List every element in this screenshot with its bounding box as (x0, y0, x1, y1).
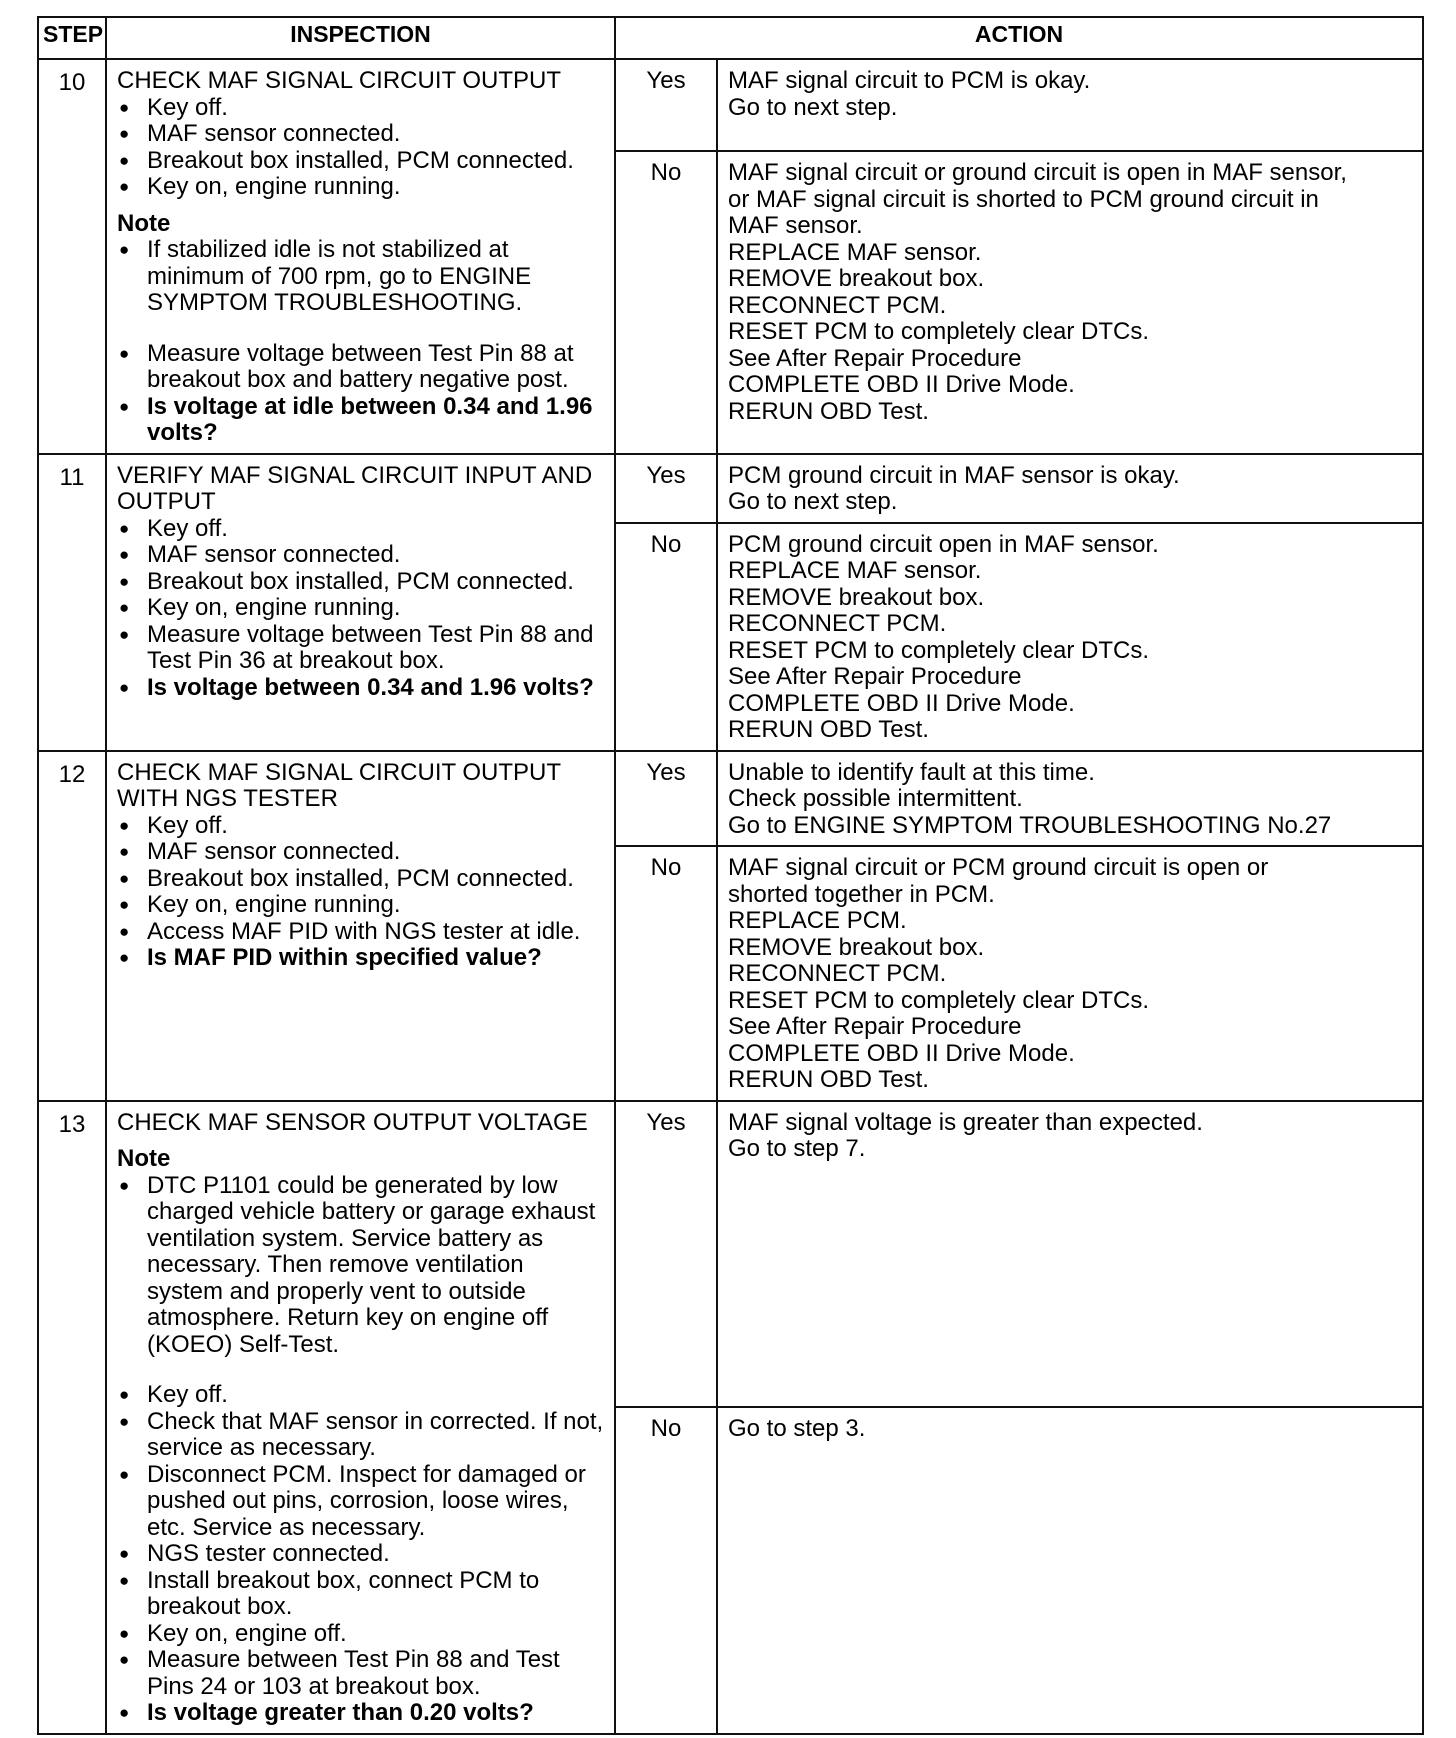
inspection-title: OUTPUT (117, 488, 216, 515)
inspection-bullet-item: ● Key on, engine running. (117, 595, 606, 622)
action-line: RESET PCM to completely clear DTCs. (728, 636, 1149, 664)
action-line: REPLACE MAF sensor. (728, 238, 982, 266)
diagnostic-table (37, 16, 1424, 1735)
header-inspection: INSPECTION (106, 17, 615, 59)
action-line: COMPLETE OBD II Drive Mode. (728, 689, 1075, 717)
inspection-bullet-item: ● Measure between Test Pin 88 and Test Pins 24 or 103 at breakout box. (117, 1647, 606, 1700)
inspection-cell (106, 1101, 615, 1734)
action-line: MAF signal circuit or PCM ground circuit is open or (728, 854, 1269, 881)
yes-action (717, 1101, 1423, 1408)
action-line: RERUN OBD Test. (728, 716, 929, 743)
diagnostic-sheet (37, 16, 1422, 1735)
inspection-question: ● Is voltage at idle between 0.34 and 1.96 volts? (117, 394, 606, 447)
action-line: REMOVE breakout box. (728, 265, 985, 293)
action-line: RECONNECT PCM. (728, 960, 947, 987)
no-label: No (615, 1407, 717, 1733)
no-label: No (615, 523, 717, 751)
yes-action (717, 454, 1423, 523)
inspection-cell (106, 751, 615, 1101)
step-number: 12 (38, 751, 106, 1101)
inspection-bullet-item: ● Measure voltage between Test Pin 88 at breakout box and battery negative post. (117, 341, 606, 394)
inspection-bullet-item: ● Install breakout box, connect PCM to breakout box. (117, 1568, 606, 1621)
yes-label: Yes (615, 59, 717, 151)
inspection-bullet-list (117, 341, 606, 447)
inspection-question: ● Is voltage between 0.34 and 1.96 volts? (117, 675, 606, 702)
action-line: Check possible intermittent. (728, 785, 1023, 812)
inspection-bullet-item: ● Breakout box installed, PCM connected. (117, 569, 606, 596)
step-number: 10 (38, 59, 106, 454)
inspection-bullet-item: ● MAF sensor connected. (117, 839, 606, 866)
action-line: RECONNECT PCM. (728, 610, 947, 637)
inspection-bullet-item: ● MAF sensor connected. (117, 542, 606, 569)
inspection-question: ● Is MAF PID within specified value? (117, 945, 606, 972)
step-row-yes (38, 454, 1423, 523)
yes-action (717, 751, 1423, 847)
note-bullet-list (117, 237, 606, 317)
inspection-bullet-item: ● Key off. (117, 516, 606, 543)
no-action (717, 523, 1423, 751)
inspection-bullet-item: ● MAF sensor connected. (117, 121, 606, 148)
action-line: See After Repair Procedure (728, 1013, 1022, 1040)
inspection-title: CHECK MAF SENSOR OUTPUT VOLTAGE (117, 1108, 588, 1136)
action-line: REPLACE PCM. (728, 907, 907, 934)
inspection-bullet-item: ● Key on, engine off. (117, 1621, 606, 1648)
action-line: MAF signal voltage is greater than expected. (728, 1108, 1203, 1136)
inspection-bullet-list (117, 95, 606, 201)
step-row-yes (38, 751, 1423, 847)
no-action (717, 1407, 1423, 1733)
note-heading: Note (117, 1145, 171, 1172)
spacer (117, 317, 606, 341)
action-line: REMOVE breakout box. (728, 583, 985, 611)
yes-label: Yes (615, 751, 717, 847)
action-line: RESET PCM to completely clear DTCs. (728, 986, 1149, 1014)
inspection-cell (106, 454, 615, 751)
action-line: PCM ground circuit in MAF sensor is okay. (728, 461, 1180, 489)
inspection-title: CHECK MAF SIGNAL CIRCUIT OUTPUT (117, 758, 562, 786)
inspection-cell (106, 59, 615, 454)
inspection-bullet-item: ● Check that MAF sensor in corrected. If not, service as necessary. (117, 1409, 606, 1462)
no-action (717, 151, 1423, 453)
step-rows (38, 59, 1423, 1734)
action-line: Go to step 3. (728, 1415, 866, 1443)
spacer (117, 1358, 606, 1382)
inspection-bullet-list (117, 516, 606, 702)
inspection-bullet-item: ● Measure voltage between Test Pin 88 and Test Pin 36 at breakout box. (117, 622, 606, 675)
note-heading: Note (117, 209, 171, 237)
action-line: shorted together in PCM. (728, 880, 995, 908)
action-line: RESET PCM to completely clear DTCs. (728, 318, 1149, 346)
inspection-bullet-list (117, 813, 606, 972)
action-line: Go to ENGINE SYMPTOM TROUBLESHOOTING No.27 (728, 811, 1332, 839)
action-line: COMPLETE OBD II Drive Mode. (728, 1039, 1075, 1067)
inspection-bullet-item: ● Disconnect PCM. Inspect for damaged or pushed out pins, corrosion, loose wires, etc. Service as necessary. (117, 1462, 606, 1542)
header-step: STEP (38, 17, 106, 59)
inspection-bullet-item: ● Breakout box installed, PCM connected. (117, 866, 606, 893)
note-bullet-list (117, 1173, 606, 1359)
inspection-bullet-list (117, 1382, 606, 1727)
step-number: 11 (38, 454, 106, 751)
step-row-yes (38, 59, 1423, 151)
action-line: Go to next step. (728, 93, 898, 121)
inspection-bullet-item: ● Access MAF PID with NGS tester at idle. (117, 919, 606, 946)
step-row-yes (38, 1101, 1423, 1408)
inspection-question: ● Is voltage greater than 0.20 volts? (117, 1700, 606, 1727)
header-action: ACTION (615, 17, 1423, 59)
yes-action (717, 59, 1423, 151)
no-action (717, 846, 1423, 1101)
note-bullet-item: ● If stabilized idle is not stabilized at minimum of 700 rpm, go to ENGINE SYMPTOM TROUBLESHOOTING. (117, 237, 606, 317)
inspection-bullet-item: ● Key off. (117, 1382, 606, 1409)
action-line: REPLACE MAF sensor. (728, 557, 982, 584)
action-line: or MAF signal circuit is shorted to PCM ground circuit in (728, 185, 1319, 213)
action-line: RERUN OBD Test. (728, 1066, 929, 1093)
inspection-title: WITH NGS TESTER (117, 785, 338, 812)
action-line: MAF signal circuit or ground circuit is open in MAF sensor, (728, 159, 1347, 187)
header-row (38, 17, 1423, 59)
step-number: 13 (38, 1101, 106, 1734)
inspection-bullet-item: ● Key off. (117, 813, 606, 840)
inspection-bullet-item: ● Key off. (117, 95, 606, 122)
action-line: MAF signal circuit to PCM is okay. (728, 67, 1091, 94)
action-line: RECONNECT PCM. (728, 291, 947, 319)
no-label: No (615, 846, 717, 1101)
inspection-bullet-item: ● Breakout box installed, PCM connected. (117, 148, 606, 175)
action-line: See After Repair Procedure (728, 344, 1022, 372)
inspection-title: CHECK MAF SIGNAL CIRCUIT OUTPUT (117, 67, 562, 94)
yes-label: Yes (615, 454, 717, 523)
action-line: Unable to identify fault at this time. (728, 758, 1095, 786)
no-label: No (615, 151, 717, 453)
inspection-bullet-item: ● Key on, engine running. (117, 174, 606, 201)
action-line: COMPLETE OBD II Drive Mode. (728, 371, 1075, 399)
yes-label: Yes (615, 1101, 717, 1408)
action-line: MAF sensor. (728, 212, 863, 240)
note-bullet-item: ● DTC P1101 could be generated by low charged vehicle battery or garage exhaust ventilation system. Service battery as necessary. Then remove ventilation system and properly vent to outside atmosphere. Return key on engine off (KOEO) Self-Test. (117, 1173, 606, 1359)
action-line: PCM ground circuit open in MAF sensor. (728, 530, 1159, 558)
inspection-title: VERIFY MAF SIGNAL CIRCUIT INPUT AND (117, 461, 593, 489)
action-line: REMOVE breakout box. (728, 933, 985, 961)
action-line: See After Repair Procedure (728, 663, 1022, 690)
inspection-bullet-item: ● Key on, engine running. (117, 892, 606, 919)
action-line: Go to next step. (728, 488, 898, 515)
inspection-bullet-item: ● NGS tester connected. (117, 1541, 606, 1568)
action-line: RERUN OBD Test. (728, 397, 929, 425)
action-line: Go to step 7. (728, 1135, 866, 1162)
